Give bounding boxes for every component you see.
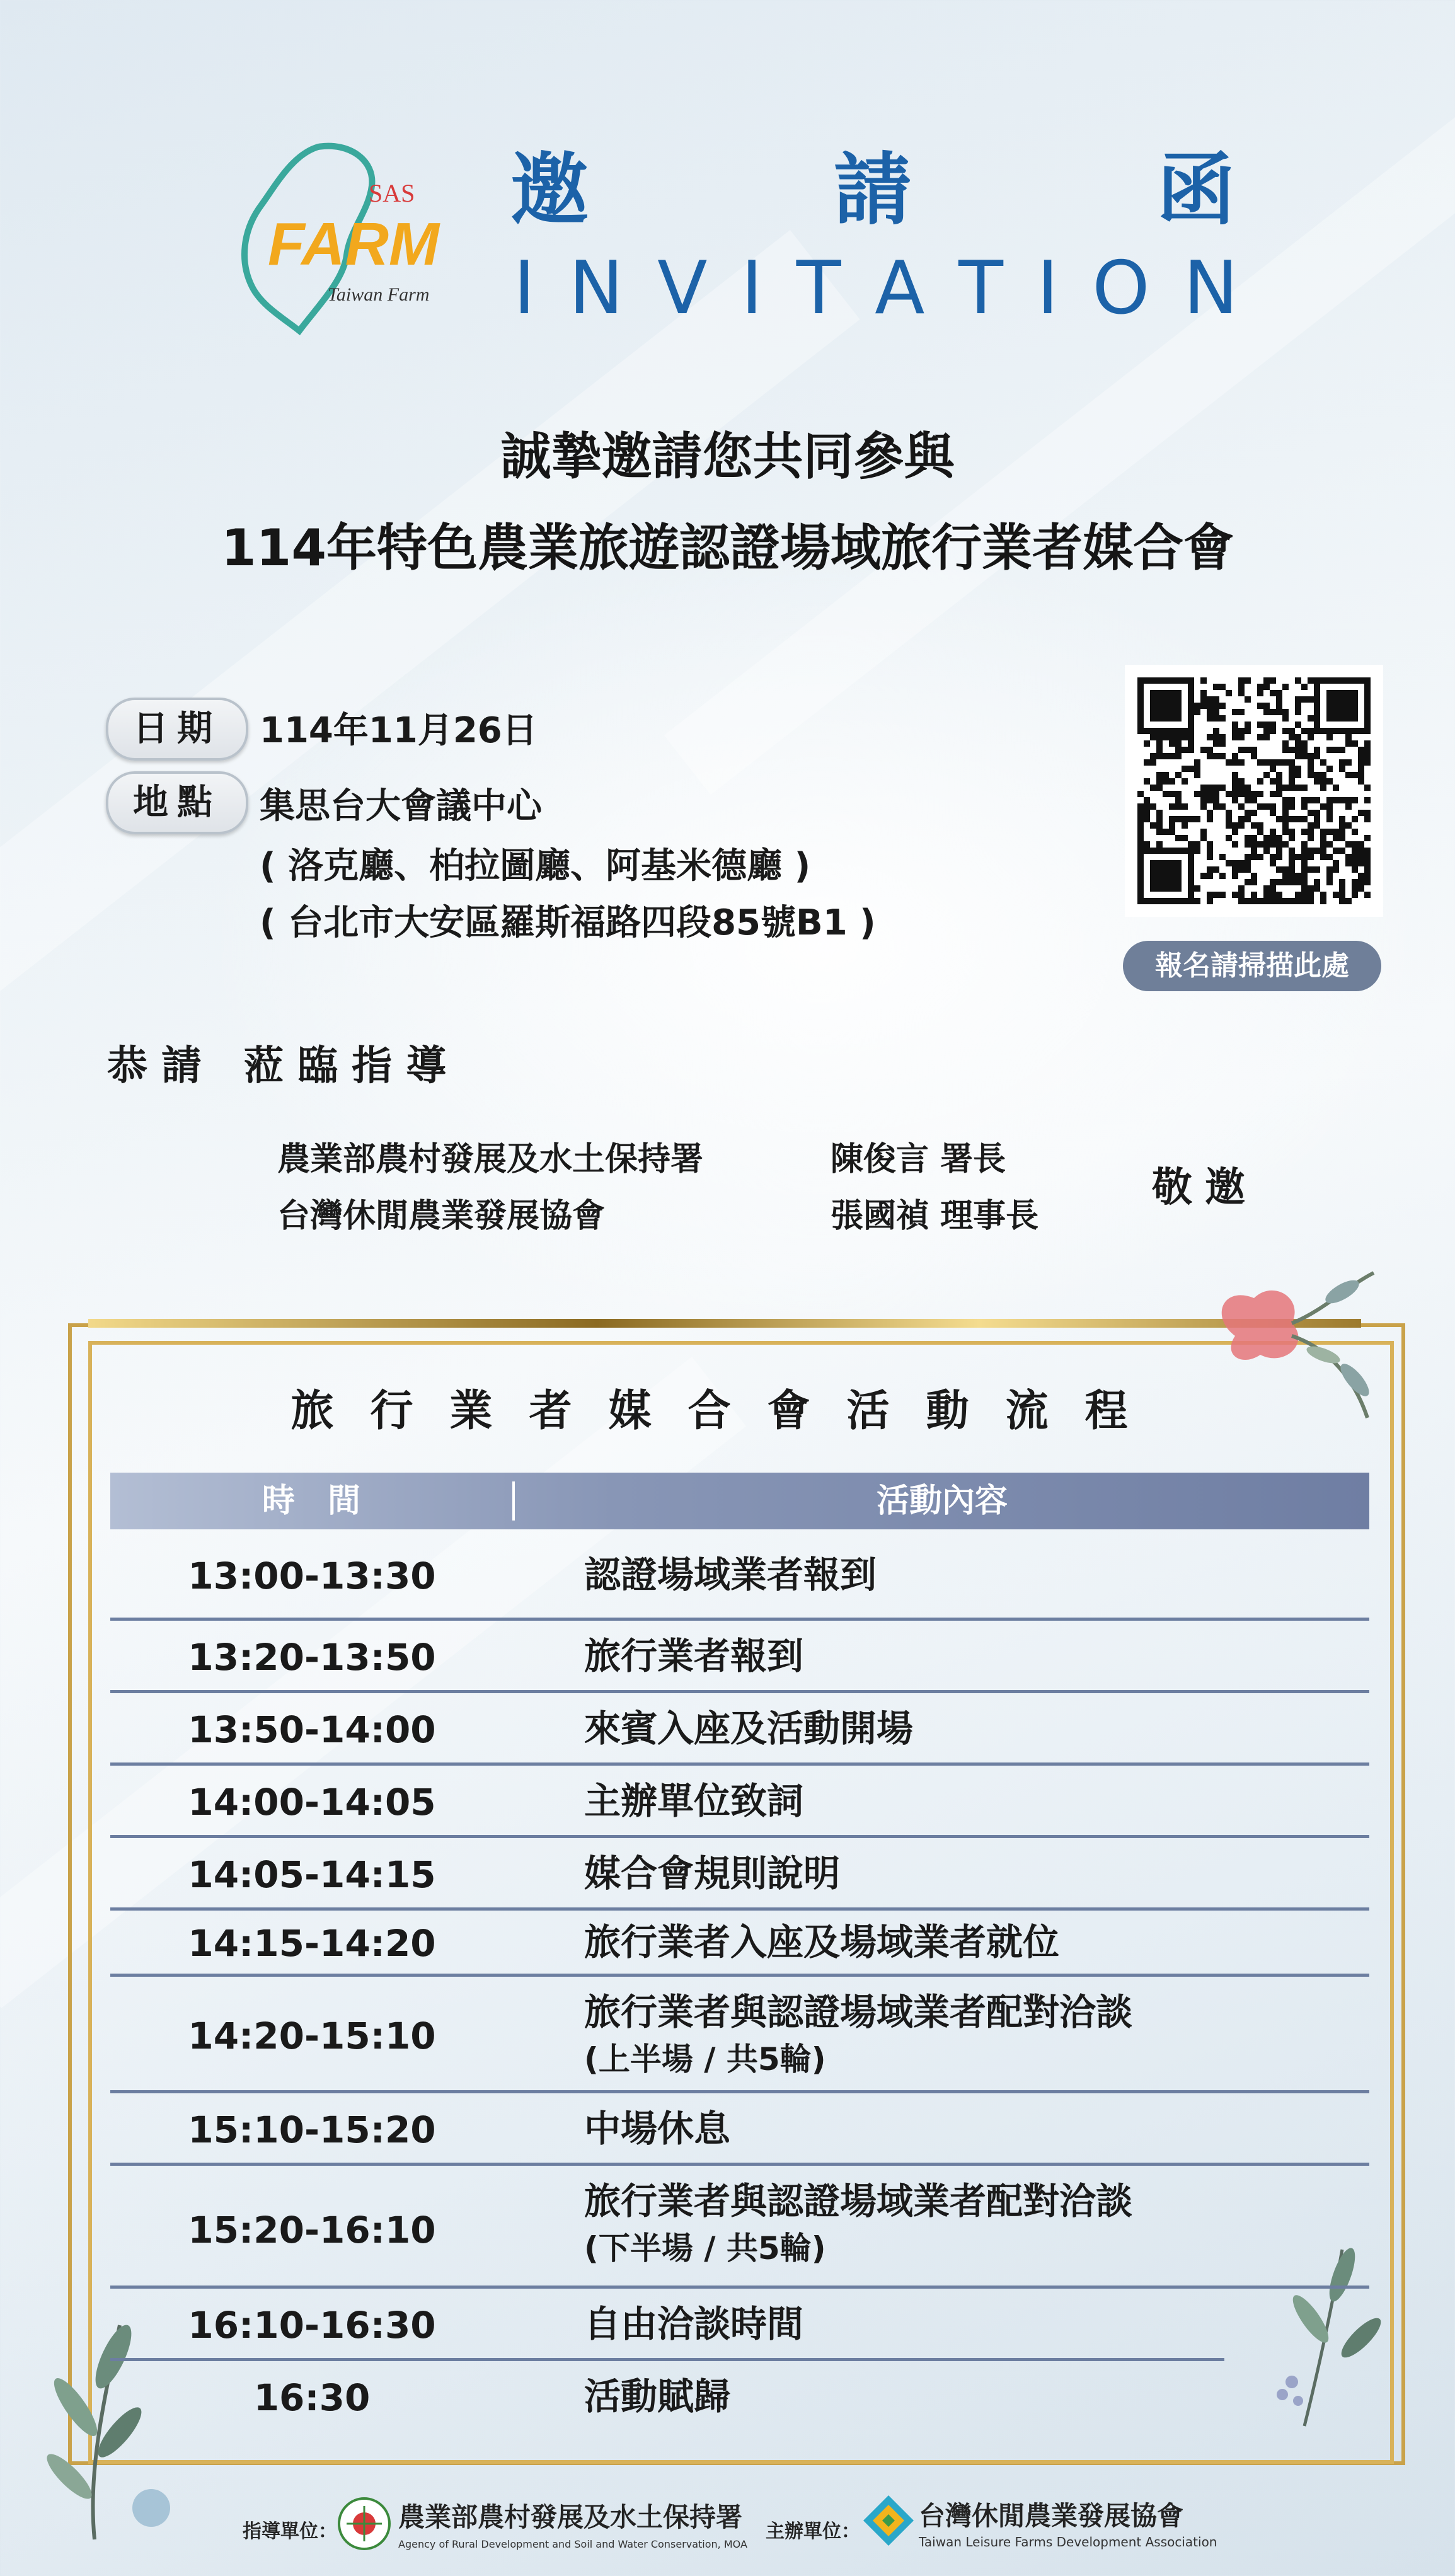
host-unit-name: 台灣休閒農業發展協會: [919, 2500, 1184, 2531]
row-activity-note: (下半場 / 共5輪): [584, 2230, 826, 2267]
title-letter: O: [1092, 246, 1150, 331]
title-letter: V: [657, 246, 708, 331]
host-person-2: 張國禎 理事長: [831, 1197, 1039, 1235]
row-time: 15:10-15:20: [188, 2108, 436, 2151]
table-row: [110, 2093, 1369, 2166]
date-value: 114年11月26日: [260, 710, 538, 751]
host-unit-label: 主辦單位：: [766, 2521, 860, 2543]
host-org-1: 農業部農村發展及水土保持署: [277, 1141, 704, 1178]
row-activity: 活動賦歸: [584, 2375, 731, 2418]
table-row: [110, 1693, 1369, 1766]
guide-unit-label: 指導單位：: [243, 2521, 337, 2543]
date-label: 日期: [106, 698, 248, 761]
host-unit-english: Taiwan Leisure Farms Development Association: [919, 2534, 1217, 2550]
guide-unit-english: Agency of Rural Development and Soil and Water Conservation, MOA: [398, 2538, 747, 2550]
row-time: 14:05-14:15: [188, 1853, 436, 1896]
row-time: 13:20-13:50: [188, 1636, 436, 1679]
col-activity-header: 活動內容: [876, 1482, 1008, 1520]
respectful-request: 恭請 蒞臨指導: [107, 1043, 461, 1090]
row-time: 14:15-14:20: [188, 1922, 436, 1965]
table-row: [110, 1621, 1369, 1693]
venue-label: 地點: [106, 771, 248, 834]
row-activity: 來賓入座及活動開場: [584, 1707, 914, 1750]
row-time: 14:20-15:10: [188, 2015, 436, 2057]
title-letter: T: [958, 246, 1003, 331]
logo-farm-text: FARM: [268, 210, 439, 278]
closing-invite: 敬邀: [1152, 1164, 1258, 1211]
ministry-logo-icon: [337, 2497, 391, 2551]
title-letter: N: [568, 246, 624, 331]
row-activity: 旅行業者入座及場域業者就位: [584, 1921, 1060, 1964]
title-letter: I: [1037, 246, 1059, 331]
logo-sas-text: SAS: [369, 179, 415, 207]
title-letter: I: [514, 246, 536, 331]
title-char: 請: [833, 145, 912, 236]
row-time: 13:00-13:30: [188, 1555, 436, 1597]
row-activity: 中場休息: [584, 2107, 731, 2150]
row-activity: 媒合會規則說明: [584, 1852, 841, 1895]
row-activity: 旅行業者與認證場域業者配對洽談: [584, 2180, 1133, 2222]
guide-unit-name: 農業部農村發展及水土保持署: [398, 2502, 743, 2533]
row-activity: 旅行業者與認證場域業者配對洽談: [584, 1991, 1133, 2033]
title-char: 函: [1156, 145, 1235, 236]
register-scan-button[interactable]: 報名請掃描此處: [1123, 941, 1381, 991]
venue-address: ( 台北市大安區羅斯福路四段85號B1 ): [260, 902, 876, 943]
table-row: [110, 1838, 1369, 1911]
row-time: 13:50-14:00: [188, 1708, 436, 1751]
gold-divider: [88, 1319, 1361, 1328]
table-row: [110, 1977, 1369, 2093]
title-letter: N: [1183, 246, 1238, 331]
title-chinese: [510, 145, 1235, 236]
qr-code-icon[interactable]: [1125, 665, 1383, 917]
invitation-line-2: 114年特色農業旅遊認證場域旅行業者媒合會: [221, 519, 1234, 577]
row-activity: 自由洽談時間: [584, 2303, 804, 2345]
row-activity-note: (上半場 / 共5輪): [584, 2041, 826, 2078]
association-logo-icon: [860, 2492, 917, 2549]
table-row: [110, 2166, 1369, 2289]
invitation-line-1: 誠摯邀請您共同參與: [500, 427, 955, 486]
table-row: [110, 2361, 1224, 2430]
table-row: [110, 1529, 1369, 1621]
row-time: 14:00-14:05: [188, 1781, 436, 1824]
host-person-1: 陳俊言 署長: [831, 1141, 1006, 1178]
venue-name: 集思台大會議中心: [260, 786, 542, 827]
title-letter: T: [796, 246, 841, 331]
venue-rooms: ( 洛克廳、柏拉圖廳、阿基米德廳 ): [260, 846, 811, 887]
row-activity: 主辦單位致詞: [584, 1780, 804, 1822]
table-row: [110, 1911, 1369, 1977]
schedule-table-header: [110, 1473, 1369, 1529]
table-row: [110, 1766, 1369, 1838]
logo-sub-text: Taiwan Farm: [328, 284, 430, 305]
host-org-2: 台灣休閒農業發展協會: [277, 1197, 606, 1235]
title-english: [514, 246, 1238, 331]
title-letter: A: [875, 246, 925, 331]
row-time: 16:10-16:30: [188, 2304, 436, 2347]
row-activity: 認證場域業者報到: [584, 1553, 877, 1596]
title-char: 邀: [510, 145, 589, 236]
row-time: 16:30: [253, 2376, 371, 2419]
sas-farm-logo: [224, 135, 476, 343]
col-time-header: 時 間: [262, 1482, 360, 1520]
row-activity: 旅行業者報到: [584, 1635, 804, 1677]
title-letter: I: [741, 246, 763, 331]
schedule-title: 旅行業者媒合會活動流程: [290, 1386, 1165, 1436]
table-row: [110, 2289, 1224, 2361]
row-time: 15:20-16:10: [188, 2209, 436, 2251]
